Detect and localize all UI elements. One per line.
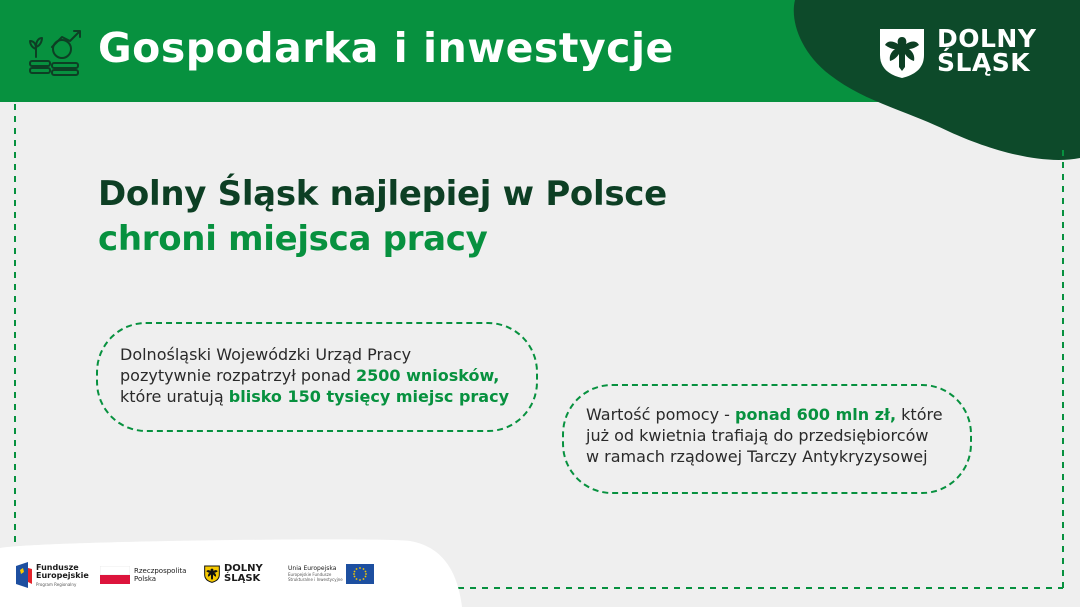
ue-sub-1: Europejskie Fundusze xyxy=(288,572,332,577)
ds-label xyxy=(224,564,263,584)
fundusze-europejskie-icon xyxy=(16,562,32,588)
fe-title-2: Europejskie xyxy=(36,571,89,580)
rp-line-1: Rzeczpospolita xyxy=(134,567,187,575)
headline-line-1: Dolny Śląsk najlepiej w Polsce xyxy=(98,174,667,214)
fe-title xyxy=(36,564,89,580)
brand-line-1: DOLNY xyxy=(937,24,1037,53)
ds-line-1: DOLNY xyxy=(224,563,263,574)
rp-line-2: Polska xyxy=(134,575,157,583)
card1-line-3-highlight: blisko 150 tysięcy miejsc pracy xyxy=(228,387,509,406)
card2-line-1-highlight: ponad 600 mln zł, xyxy=(735,405,897,424)
dolny-slask-small-icon xyxy=(204,564,220,584)
card1-line-3-text: które uratują xyxy=(120,387,229,406)
ue-title: Unia Europejska xyxy=(288,565,337,572)
card1-line-2-highlight: 2500 wniosków, xyxy=(356,366,500,385)
rp-label xyxy=(134,567,186,583)
fe-subtitle: Program Regionalny xyxy=(36,582,77,587)
ds-line-2: ŚLĄSK xyxy=(224,573,261,584)
polish-flag-icon xyxy=(100,566,130,584)
page-header-title: Gospodarka i inwestycje xyxy=(98,24,674,72)
fe-title-1: Fundusze xyxy=(36,563,79,572)
card2-line-1-text: Wartość pomocy - xyxy=(586,405,735,424)
card1-line-2-text: pozytywnie rozpatrzył ponad xyxy=(120,366,357,385)
headline-line-2: chroni miejsca pracy xyxy=(98,219,488,259)
ue-label xyxy=(288,565,343,582)
brand-line-2: ŚLĄSK xyxy=(937,48,1031,77)
card2-line-2: już od kwietnia trafiają do przedsiębiorców xyxy=(586,426,929,445)
card1-line-1: Dolnośląski Wojewódzki Urząd Pracy xyxy=(120,345,412,364)
ue-sub-2: Strukturalne i Inwestycyjne xyxy=(288,577,343,582)
eu-flag-icon xyxy=(346,564,374,584)
card2-line-1-suffix: które xyxy=(896,405,943,424)
card2-line-3: w ramach rządowej Tarczy Antykryzysowej xyxy=(586,447,928,466)
